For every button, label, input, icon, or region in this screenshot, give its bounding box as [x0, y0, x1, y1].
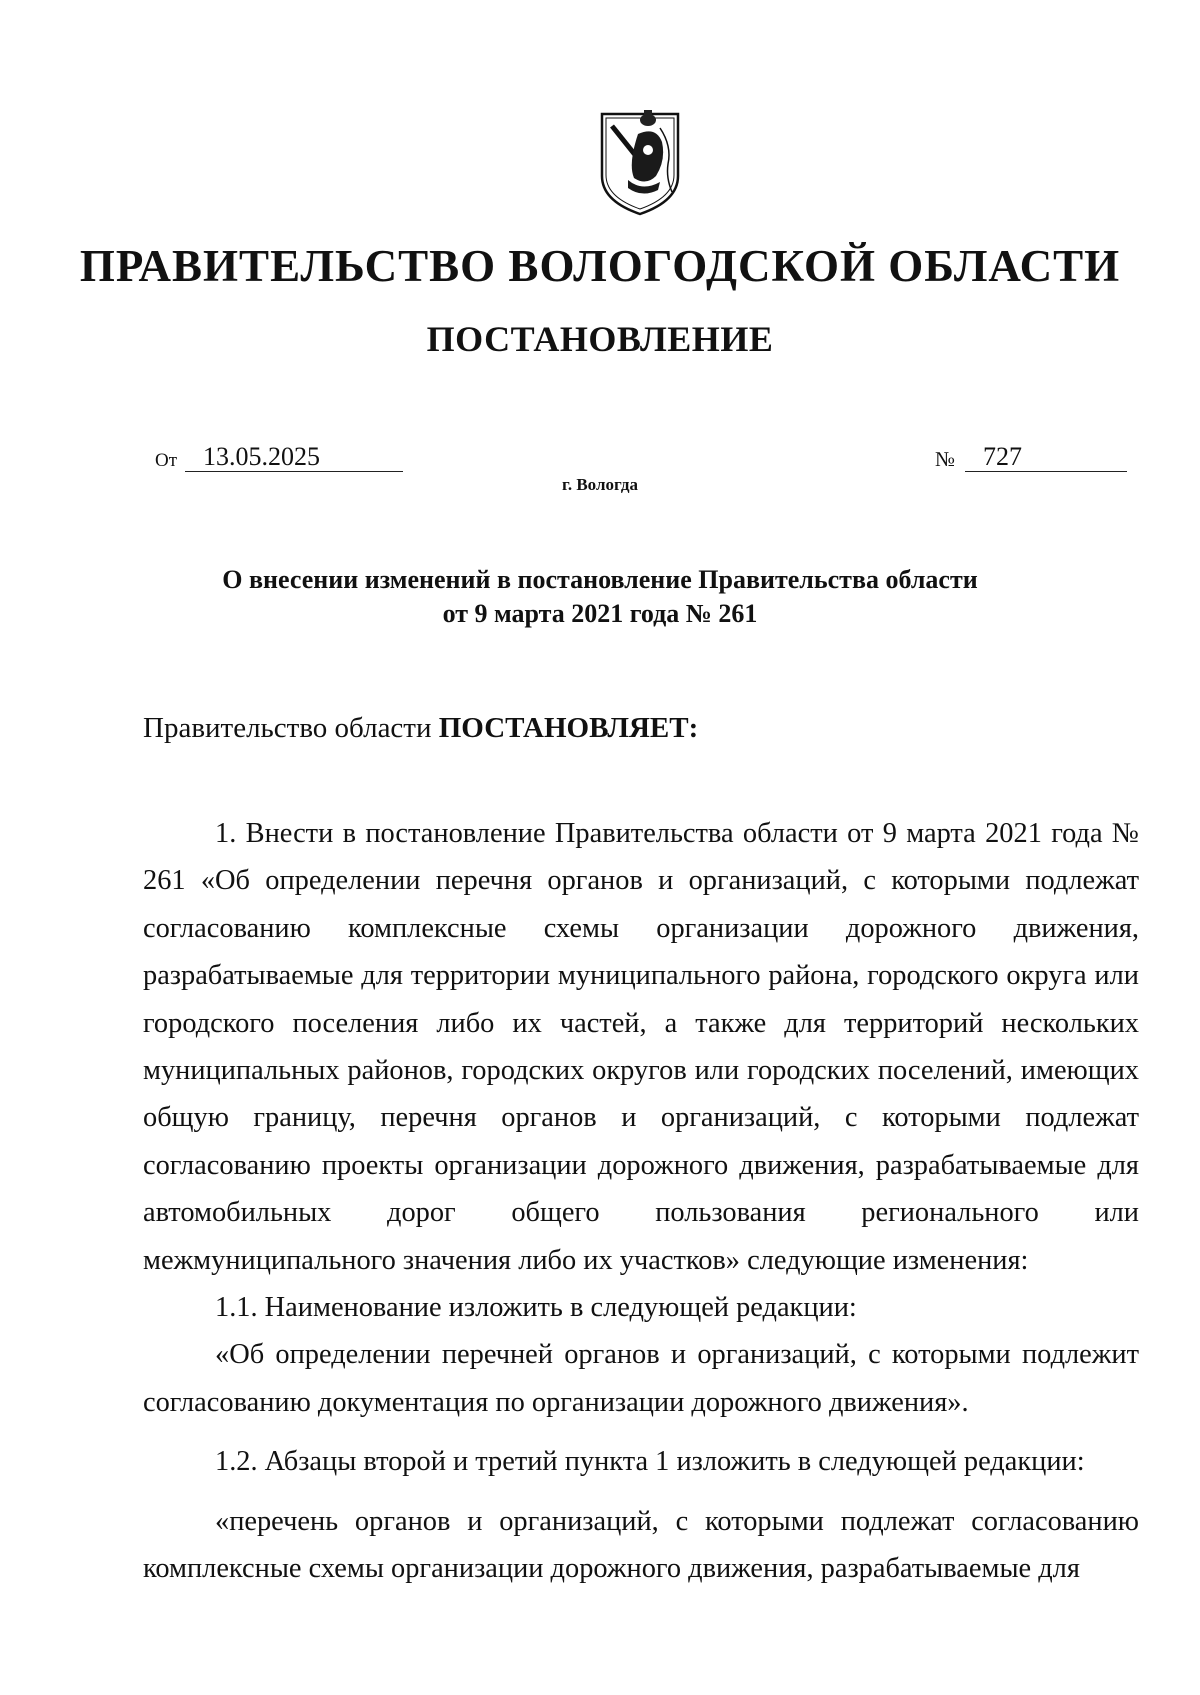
- decree-verb: ПОСТАНОВЛЯЕТ:: [438, 712, 699, 744]
- document-subject: [0, 563, 1200, 631]
- paragraph-1-2: 1.2. Абзацы второй и третий пункта 1 изложить в следующей редакции:: [215, 1446, 1085, 1478]
- paragraph-quote-2: «перечень органов и организаций, с которыми подлежат согласованию комплексные схемы организации дорожного движения, разрабатываемые для: [143, 1505, 1139, 1585]
- number-value: 727: [965, 443, 1127, 472]
- coat-of-arms-icon: [598, 106, 682, 216]
- paragraph-quote-1: «Об определении перечней органов и организаций, с которыми подлежит согласованию документация по организации дорожного движения».: [143, 1339, 1139, 1418]
- subject-line-2: от 9 марта 2021 года № 261: [442, 599, 758, 628]
- subject-line-1: О внесении изменений в постановление Правительства области: [222, 565, 978, 594]
- number-field: [935, 443, 1127, 472]
- decree-line: [143, 712, 698, 745]
- document-type: ПОСТАНОВЛЕНИЕ: [426, 319, 774, 359]
- paragraph-1: 1. Внести в постановление Правительства области от 9 марта 2021 года № 261 «Об определении перечня органов и организаций, с которыми подлежат согласованию комплексные схемы организации дорожного движения, разрабатываемые для территории муниципального района, городского округа или городского поселения либо их частей, а также для территорий нескольких муниципальных районов, городских округов или городских поселений, имеющих общую границу, перечня органов и организаций, с которыми подлежат согласованию проекты организации дорожного движения, разрабатываемые для автомобильных дорог общего пользования регионального или межмуниципального значения либо их участков» следующие изменения:: [143, 818, 1139, 1276]
- document-body: [143, 810, 1139, 1593]
- paragraph-1-1: 1.1. Наименование изложить в следующей редакции:: [215, 1292, 857, 1324]
- decree-lead: Правительство области: [143, 712, 439, 744]
- number-label: №: [935, 447, 956, 471]
- city-label: г. Вологда: [562, 475, 638, 494]
- date-value: 13.05.2025: [185, 443, 403, 472]
- date-label: От: [155, 450, 178, 471]
- government-title: ПРАВИТЕЛЬСТВО ВОЛОГОДСКОЙ ОБЛАСТИ: [79, 241, 1121, 291]
- date-field: [155, 443, 403, 472]
